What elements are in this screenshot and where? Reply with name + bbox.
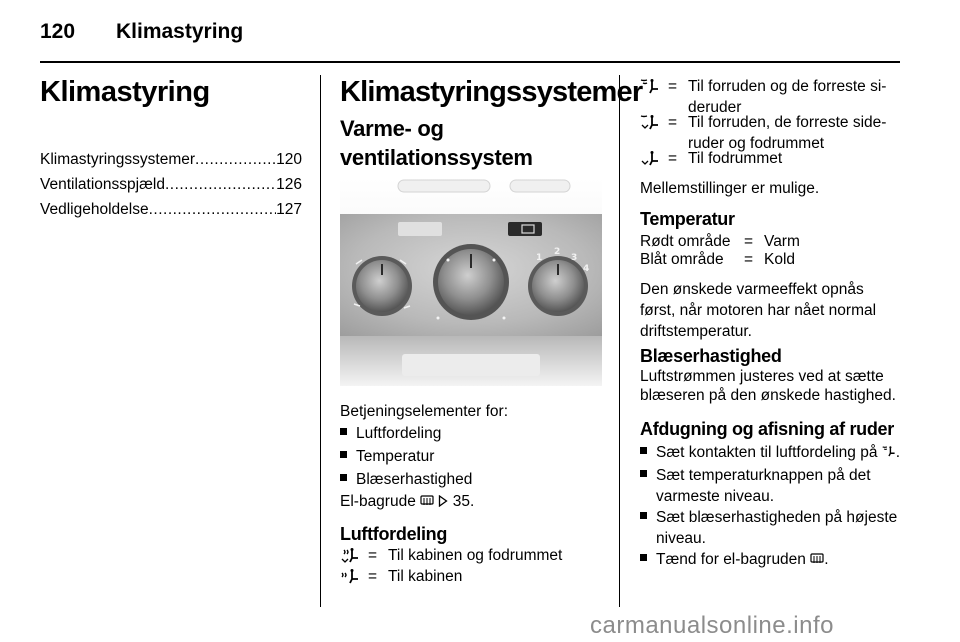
intermediate-note: Mellemstillinger er mulige.: [640, 180, 820, 197]
header-divider: [40, 61, 900, 63]
rear-window-heater-icon: [420, 494, 434, 507]
air-distribution-row: = Til kabinen og fodrummet: [340, 545, 562, 566]
page-number: 120: [40, 20, 76, 43]
air-distribution-row: = Til forruden og de forreste si- deruder: [640, 76, 886, 118]
toc-label: Klimastyringssystemer: [40, 151, 196, 168]
toc-label: Vedligeholdelse: [40, 201, 149, 218]
fan-mark: 2: [554, 247, 561, 257]
fan-mark: 3: [571, 253, 578, 263]
toc-leader: [195, 151, 276, 169]
temperature-row: Blåt område = Kold: [640, 251, 796, 268]
column-divider-2: [619, 75, 620, 607]
bullet-square-icon: [340, 474, 347, 481]
bullet-square-icon: [640, 512, 647, 519]
bullet-item: Luftfordeling: [340, 423, 441, 444]
defog-bullet: Sæt kontakten til luftfordeling på .: [640, 442, 900, 463]
footwell-icon: [640, 148, 668, 169]
windscreen-side-icon: [882, 445, 896, 458]
bullet-square-icon: [340, 428, 347, 435]
subsection-title-line2: ventilationssystem: [340, 145, 533, 170]
temperature-note: Den ønskede varmeeffekt opnås først, når motoren har nået normal driftstemperatur.: [640, 281, 877, 340]
toc-page: 127: [276, 201, 302, 218]
bullet-square-icon: [640, 447, 647, 454]
rear-window-ref-page[interactable]: 35.: [452, 493, 475, 510]
fan-speed-title: Blæserhastighed: [640, 346, 782, 366]
bullet-item: Temperatur: [340, 446, 434, 467]
defog-title: Afdugning og afisning af ruder: [640, 419, 894, 439]
section-title: Klimastyringssystemer: [340, 76, 643, 108]
controls-intro: Betjeningselementer for:: [340, 403, 509, 420]
page-reference-arrow-icon: [438, 495, 448, 507]
toc-leader: [165, 176, 276, 194]
temperature-title: Temperatur: [640, 209, 735, 229]
column-divider-1: [320, 75, 321, 607]
defog-bullet: Sæt blæserhastigheden på højeste niveau.: [640, 507, 897, 549]
air-distribution-title: Luftfordeling: [340, 524, 448, 544]
running-header-title: Klimastyring: [116, 20, 244, 43]
defog-bullet: Sæt temperaturknappen på det varmeste niveau.: [640, 465, 871, 507]
fan-mark: 4: [583, 264, 590, 274]
toc-leader: [149, 201, 277, 219]
toc-page: 120: [276, 151, 302, 168]
air-distribution-row: = Til kabinen: [340, 566, 462, 587]
toc-entry[interactable]: [40, 151, 302, 169]
air-distribution-row: = Til forruden, de forreste side- ruder og fodrummet: [640, 112, 886, 154]
cabin-footwell-icon: [340, 545, 368, 566]
rear-window-reference: El-bagrude 35.: [340, 493, 475, 510]
temperature-row: Rødt område = Varm: [640, 233, 800, 250]
fan-mark: 1: [536, 253, 543, 263]
bullet-square-icon: [640, 470, 647, 477]
toc-entry[interactable]: [40, 201, 302, 219]
fan-speed-text: Luftstrømmen justeres ved at sætte blæseren på den ønskede hastighed.: [640, 368, 896, 404]
cabin-icon: [340, 566, 368, 587]
rear-window-heater-icon: [810, 552, 824, 565]
bullet-item: Blæserhastighed: [340, 469, 472, 490]
subsection-title-line1: Varme- og: [340, 116, 444, 141]
toc-entry[interactable]: [40, 176, 302, 194]
defog-bullet: Tænd for el-bagruden .: [640, 549, 829, 570]
air-distribution-row: = Til fodrummet: [640, 148, 782, 169]
chapter-title: Klimastyring: [40, 76, 210, 108]
watermark: carmanualsonline.info: [590, 612, 834, 639]
toc-page: 126: [276, 176, 302, 193]
toc-label: Ventilationsspjæld: [40, 176, 165, 193]
bullet-square-icon: [340, 451, 347, 458]
climate-panel-photo: [340, 178, 602, 386]
bullet-square-icon: [640, 554, 647, 561]
